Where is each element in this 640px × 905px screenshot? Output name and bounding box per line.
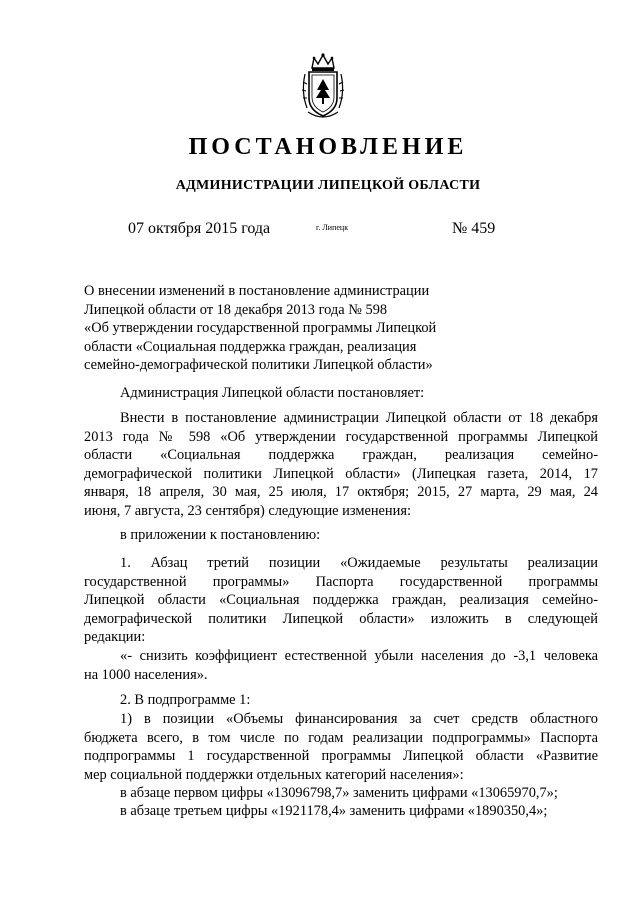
- subject-line: Липецкой области от 18 декабря 2013 года № 598: [84, 301, 388, 318]
- paragraph-line: «- снизить коэффициент естественной убыли населения до -3,1 человека: [120, 648, 598, 664]
- paragraph-line: 1. Абзац третий позиции «Ожидаемые результаты реализации: [120, 555, 598, 571]
- para-third-change: в абзаце третьем цифры «1921178,4» заменить цифрами «1890350,4»;: [120, 803, 548, 819]
- paragraph-line: редакции:: [84, 629, 146, 646]
- subject-line: области «Социальная поддержка граждан, реализация: [84, 338, 417, 355]
- document-date: 07 октября 2015 года: [128, 220, 271, 237]
- paragraph-line: государственной программы» Паспорта государственной программы: [84, 573, 598, 590]
- paragraph-line: Липецкой области «Социальная поддержка граждан, реализация семейно-: [84, 592, 598, 609]
- coat-of-arms-emblem: [298, 52, 348, 122]
- paragraph-line: мер социальной поддержки отдельных категорий населения»:: [84, 766, 464, 783]
- document-subject: [84, 282, 504, 375]
- paragraph-line: на 1000 населения».: [84, 666, 208, 683]
- item1-paragraph: [84, 554, 598, 647]
- paragraph-line: подпрограммы 1 государственной программы Липецкой области «Развитие: [84, 748, 598, 765]
- item1-quote-paragraph: [84, 647, 598, 684]
- document-number: № 459: [452, 220, 496, 237]
- paragraph-line: Внести в постановление администрации Липецкой области от 18 декабря: [120, 410, 598, 426]
- document-issuer: АДМИНИСТРАЦИИ ЛИПЕЦКОЙ ОБЛАСТИ: [175, 178, 481, 193]
- paragraph-line: января, 18 апреля, 30 мая, 25 июля, 17 октября; 2015, 27 марта, 29 мая, 24: [84, 484, 598, 501]
- subject-line: семейно-демографической политики Липецкой области»: [84, 357, 433, 374]
- subject-line: О внесении изменений в постановление администрации: [84, 283, 430, 299]
- paragraph-line: июня, 7 августа, 23 сентября) следующие изменения:: [84, 502, 411, 519]
- intro-paragraph: [84, 409, 598, 521]
- appendix-paragraph: в приложении к постановлению:: [120, 527, 321, 543]
- document-title: ПОСТАНОВЛЕНИЕ: [188, 134, 468, 160]
- resolves-paragraph: Администрация Липецкой области постановляет:: [120, 385, 425, 401]
- paragraph-line: демографической политики Липецкой области» (Липецкая газета, 2014, 17: [84, 465, 598, 482]
- paragraph-line: демографической политики Липецкой области» изложить в следующей: [84, 610, 598, 627]
- paragraph-line: 1) в позиции «Объемы финансирования за счет средств областного: [120, 711, 598, 727]
- paragraph-line: бюджета всего, в том числе по годам реализации подпрограммы» Паспорта: [84, 729, 598, 746]
- subject-line: «Об утверждении государственной программы Липецкой: [84, 320, 437, 337]
- paragraph-line: области «Социальная поддержка граждан, реализация семейно-: [84, 447, 598, 464]
- para-first-change: в абзаце первом цифры «13096798,7» заменить цифрами «13065970,7»;: [120, 785, 558, 801]
- item2-1-paragraph: [84, 710, 598, 784]
- document-city: г. Липецк: [316, 223, 349, 232]
- paragraph-line: 2013 года № 598 «Об утверждении государственной программы Липецкой: [84, 428, 598, 445]
- item2-heading: 2. В подпрограмме 1:: [120, 692, 251, 708]
